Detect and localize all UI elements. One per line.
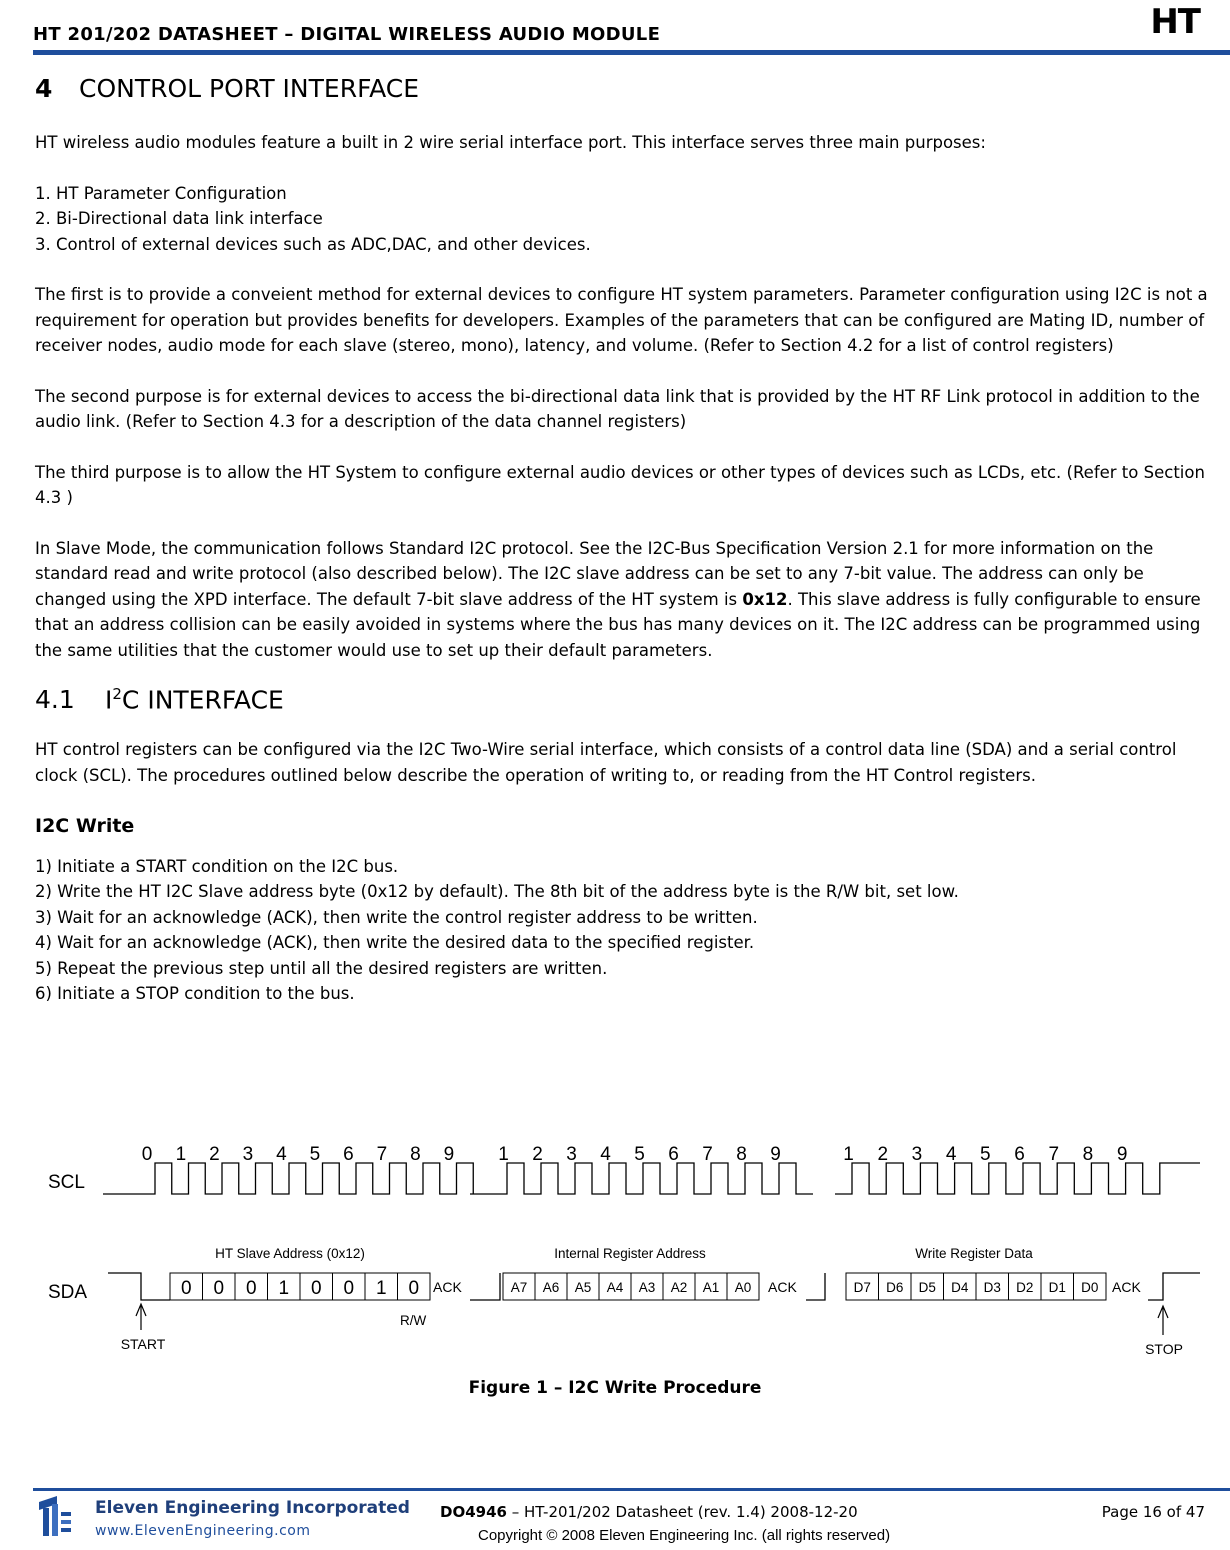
clock-number: 9 (443, 1144, 455, 1165)
page-number: Page 16 of 47 (1101, 1503, 1205, 1521)
write-step: 6) Initiate a STOP condition to the bus. (35, 984, 355, 1004)
doc-info: – HT-201/202 Datasheet (rev. 1.4) 2008-12-20 (506, 1503, 858, 1521)
write-data-bit: D6 (886, 1279, 904, 1295)
doc-id: DO4946 (440, 1503, 507, 1521)
register-address-bit: A7 (510, 1279, 528, 1295)
clock-number: 4 (945, 1144, 957, 1165)
write-data-bit: D0 (1081, 1279, 1099, 1295)
register-address-bit: A5 (574, 1279, 592, 1295)
slave-address-title: HT Slave Address (0x12) (215, 1246, 365, 1261)
i2c-write-heading: I2C Write (35, 815, 135, 838)
clock-number: 4 (600, 1144, 611, 1165)
section-4-heading (35, 72, 1210, 106)
write-data-bit: D4 (951, 1279, 969, 1295)
clock-number: 7 (376, 1144, 388, 1165)
slave-address-bit: 0 (180, 1277, 192, 1299)
clock-number: 2 (209, 1144, 220, 1165)
section-title: CONTROL PORT INTERFACE (79, 74, 420, 103)
stop-arrow (1158, 1306, 1168, 1335)
write-data-bit: D2 (1016, 1279, 1034, 1295)
copyright: Copyright © 2008 Eleven Engineering Inc. (all rights reserved) (478, 1527, 891, 1544)
clock-number: 3 (566, 1144, 577, 1165)
sda-ack-1 (470, 1273, 500, 1300)
sda-start-edge (108, 1273, 170, 1300)
register-address-bit: A3 (638, 1279, 656, 1295)
register-address-bit: A4 (606, 1279, 624, 1295)
section-4-1-heading (35, 677, 1210, 717)
ht-logo: HT (1150, 2, 1200, 42)
slave-address-bit: 1 (375, 1277, 387, 1299)
clock-number: 5 (634, 1144, 645, 1165)
i2c-write-timing-diagram (0, 1130, 1230, 1370)
slave-address-bit: 0 (343, 1277, 355, 1299)
paragraph-first-purpose: The ﬁrst is to provide a conveient method for external devices to conﬁgure HT system parameters. Parameter conﬁguration using I2C is not a requirement for operation but provides beneﬁts for developers. Examples of the parameters that can be conﬁgured are Mating ID, number of receiver nodes, audio mode for each slave (stereo, mono), latency, and volume. (Refer to Section 4.2 for a list of control registers) (35, 285, 1208, 355)
start-arrow (136, 1304, 146, 1330)
clock-number: 1 (843, 1144, 854, 1165)
clock-number: 8 (1082, 1144, 1094, 1165)
intro-paragraph: HT wireless audio modules feature a built in 2 wire serial interface port. This interface serves three main purposes: (35, 133, 986, 152)
slave-address-value: 0x12 (742, 589, 788, 609)
paragraph-second-purpose: The second purpose is for external devices to access the bi-directional data link that is provided by the HT RF Link protocol in addition to the audio link. (Refer to Section 4.3 for a description of the data channel registers) (35, 386, 1200, 431)
section-title-rest: C INTERFACE (121, 685, 284, 715)
register-address-bit: A6 (542, 1279, 560, 1295)
slave-text-1: In Slave Mode, the communication follows Standard I2C protocol. See the I2C-Bus Speciﬁcation Version 2.1 for more information on the standard read and write protocol (also described below). The I2C slave address can be set to any 7-bit value. The address can only be changed using the XPD interface. The default 7-bit slave address of the HT system is (35, 538, 1154, 609)
section-number: 4 (35, 74, 53, 103)
company-name: Eleven Engineering Incorporated (95, 1498, 410, 1518)
paragraph-third-purpose: The third purpose is to allow the HT System to conﬁgure external audio devices or other types of devices such as LCDs, etc. (Refer to Section 4.3 ) (35, 462, 1205, 507)
clock-number: 8 (410, 1144, 421, 1165)
clock-number: 6 (668, 1144, 679, 1165)
footer-rule (33, 1488, 1230, 1491)
paragraph-slave-mode (35, 536, 1210, 664)
sda-stop-edge (1148, 1273, 1200, 1300)
clock-number: 6 (343, 1144, 354, 1165)
section-title-i: I (105, 685, 113, 715)
clock-number: 7 (702, 1144, 713, 1165)
ack-label: ACK (1112, 1279, 1141, 1295)
section-number: 4.1 (35, 685, 75, 715)
clock-number: 2 (532, 1144, 543, 1165)
register-address-bit: A0 (734, 1279, 752, 1295)
company-logo-icon (35, 1494, 75, 1538)
section-title-sup: 2 (112, 685, 122, 703)
scl-waveform-1 (103, 1163, 490, 1194)
write-step: 3) Wait for an acknowledge (ACK), then write the control register address to be written. (35, 907, 758, 927)
clock-number: 7 (1048, 1144, 1060, 1165)
write-step: 4) Wait for an acknowledge (ACK), then write the desired data to the speciﬁed register. (35, 933, 755, 953)
clock-number: 9 (1116, 1144, 1128, 1165)
clock-number: 8 (736, 1144, 747, 1165)
slave-text-2: . This slave address is fully conﬁgurable to ensure that an address collision can be easily avoided in systems where the bus has many devices on it. The I2C address can be programmed using the same utilities that the customer would use to set up their default parameters. (35, 589, 1201, 660)
register-address-bit: A1 (702, 1279, 720, 1295)
write-step: 2) Write the HT I2C Slave address byte (0x12 by default). The 8th bit of the address byte is the R/W bit, set low. (35, 882, 959, 902)
clock-number: 3 (911, 1144, 923, 1165)
purpose-item: 2. Bi-Directional data link interface (35, 209, 323, 228)
header-title: HT 201/202 DATASHEET – DIGITAL WIRELESS AUDIO MODULE (33, 24, 661, 45)
write-data-bit: D1 (1048, 1279, 1066, 1295)
register-address-bit: A2 (670, 1279, 688, 1295)
ack-label: ACK (433, 1279, 462, 1295)
scl-label: SCL (48, 1172, 85, 1193)
document-body (35, 72, 1210, 1007)
start-label: START (120, 1336, 166, 1352)
clock-number: 1 (175, 1144, 187, 1165)
clock-number: 6 (1014, 1144, 1025, 1165)
slave-address-bit: 1 (278, 1277, 290, 1299)
clock-number: 2 (877, 1144, 889, 1165)
sda-label: SDA (48, 1282, 88, 1303)
slave-address-bit: 0 (408, 1277, 420, 1299)
rw-label: R/W (400, 1313, 427, 1328)
company-url: www.ElevenEngineering.com (95, 1523, 311, 1539)
stop-label: STOP (1145, 1341, 1183, 1357)
header-rule (33, 50, 1230, 55)
slave-address-bit: 0 (213, 1277, 225, 1299)
clock-number: 0 (141, 1144, 153, 1165)
slave-address-bit: 0 (245, 1277, 257, 1299)
write-step: 1) Initiate a START condition on the I2C bus. (35, 856, 399, 876)
scl-waveform-2 (490, 1163, 813, 1194)
purpose-item: 1. HT Parameter Conﬁguration (35, 183, 287, 203)
clock-number: 4 (276, 1144, 287, 1165)
write-data-bit: D7 (853, 1279, 871, 1295)
clock-number: 3 (242, 1144, 254, 1165)
write-data-bit: D3 (983, 1279, 1001, 1295)
scl-waveform-3 (835, 1163, 1200, 1194)
write-data-bit: D5 (918, 1279, 936, 1295)
clock-number: 9 (770, 1144, 781, 1165)
write-data-title: Write Register Data (915, 1246, 1033, 1261)
slave-address-bit: 0 (310, 1277, 322, 1299)
i2c-intro-paragraph: HT control registers can be conﬁgured via the I2C Two-Wire serial interface, which consists of a control data line (SDA) and a serial control clock (SCL). The procedures outlined below describe the operation of writing to, or reading from the HT Control registers. (35, 740, 1177, 785)
clock-number: 5 (309, 1144, 321, 1165)
write-step: 5) Repeat the previous step until all the desired registers are written. (35, 958, 608, 978)
purpose-item: 3. Control of external devices such as ADC,DAC, and other devices. (35, 234, 591, 254)
ack-label: ACK (768, 1279, 797, 1295)
clock-number: 5 (980, 1144, 991, 1165)
document-id (440, 1503, 858, 1521)
sda-ack-2 (806, 1273, 825, 1300)
clock-number: 1 (498, 1144, 509, 1165)
figure-caption: Figure 1 – I2C Write Procedure (468, 1378, 762, 1398)
register-address-title: Internal Register Address (554, 1246, 706, 1261)
